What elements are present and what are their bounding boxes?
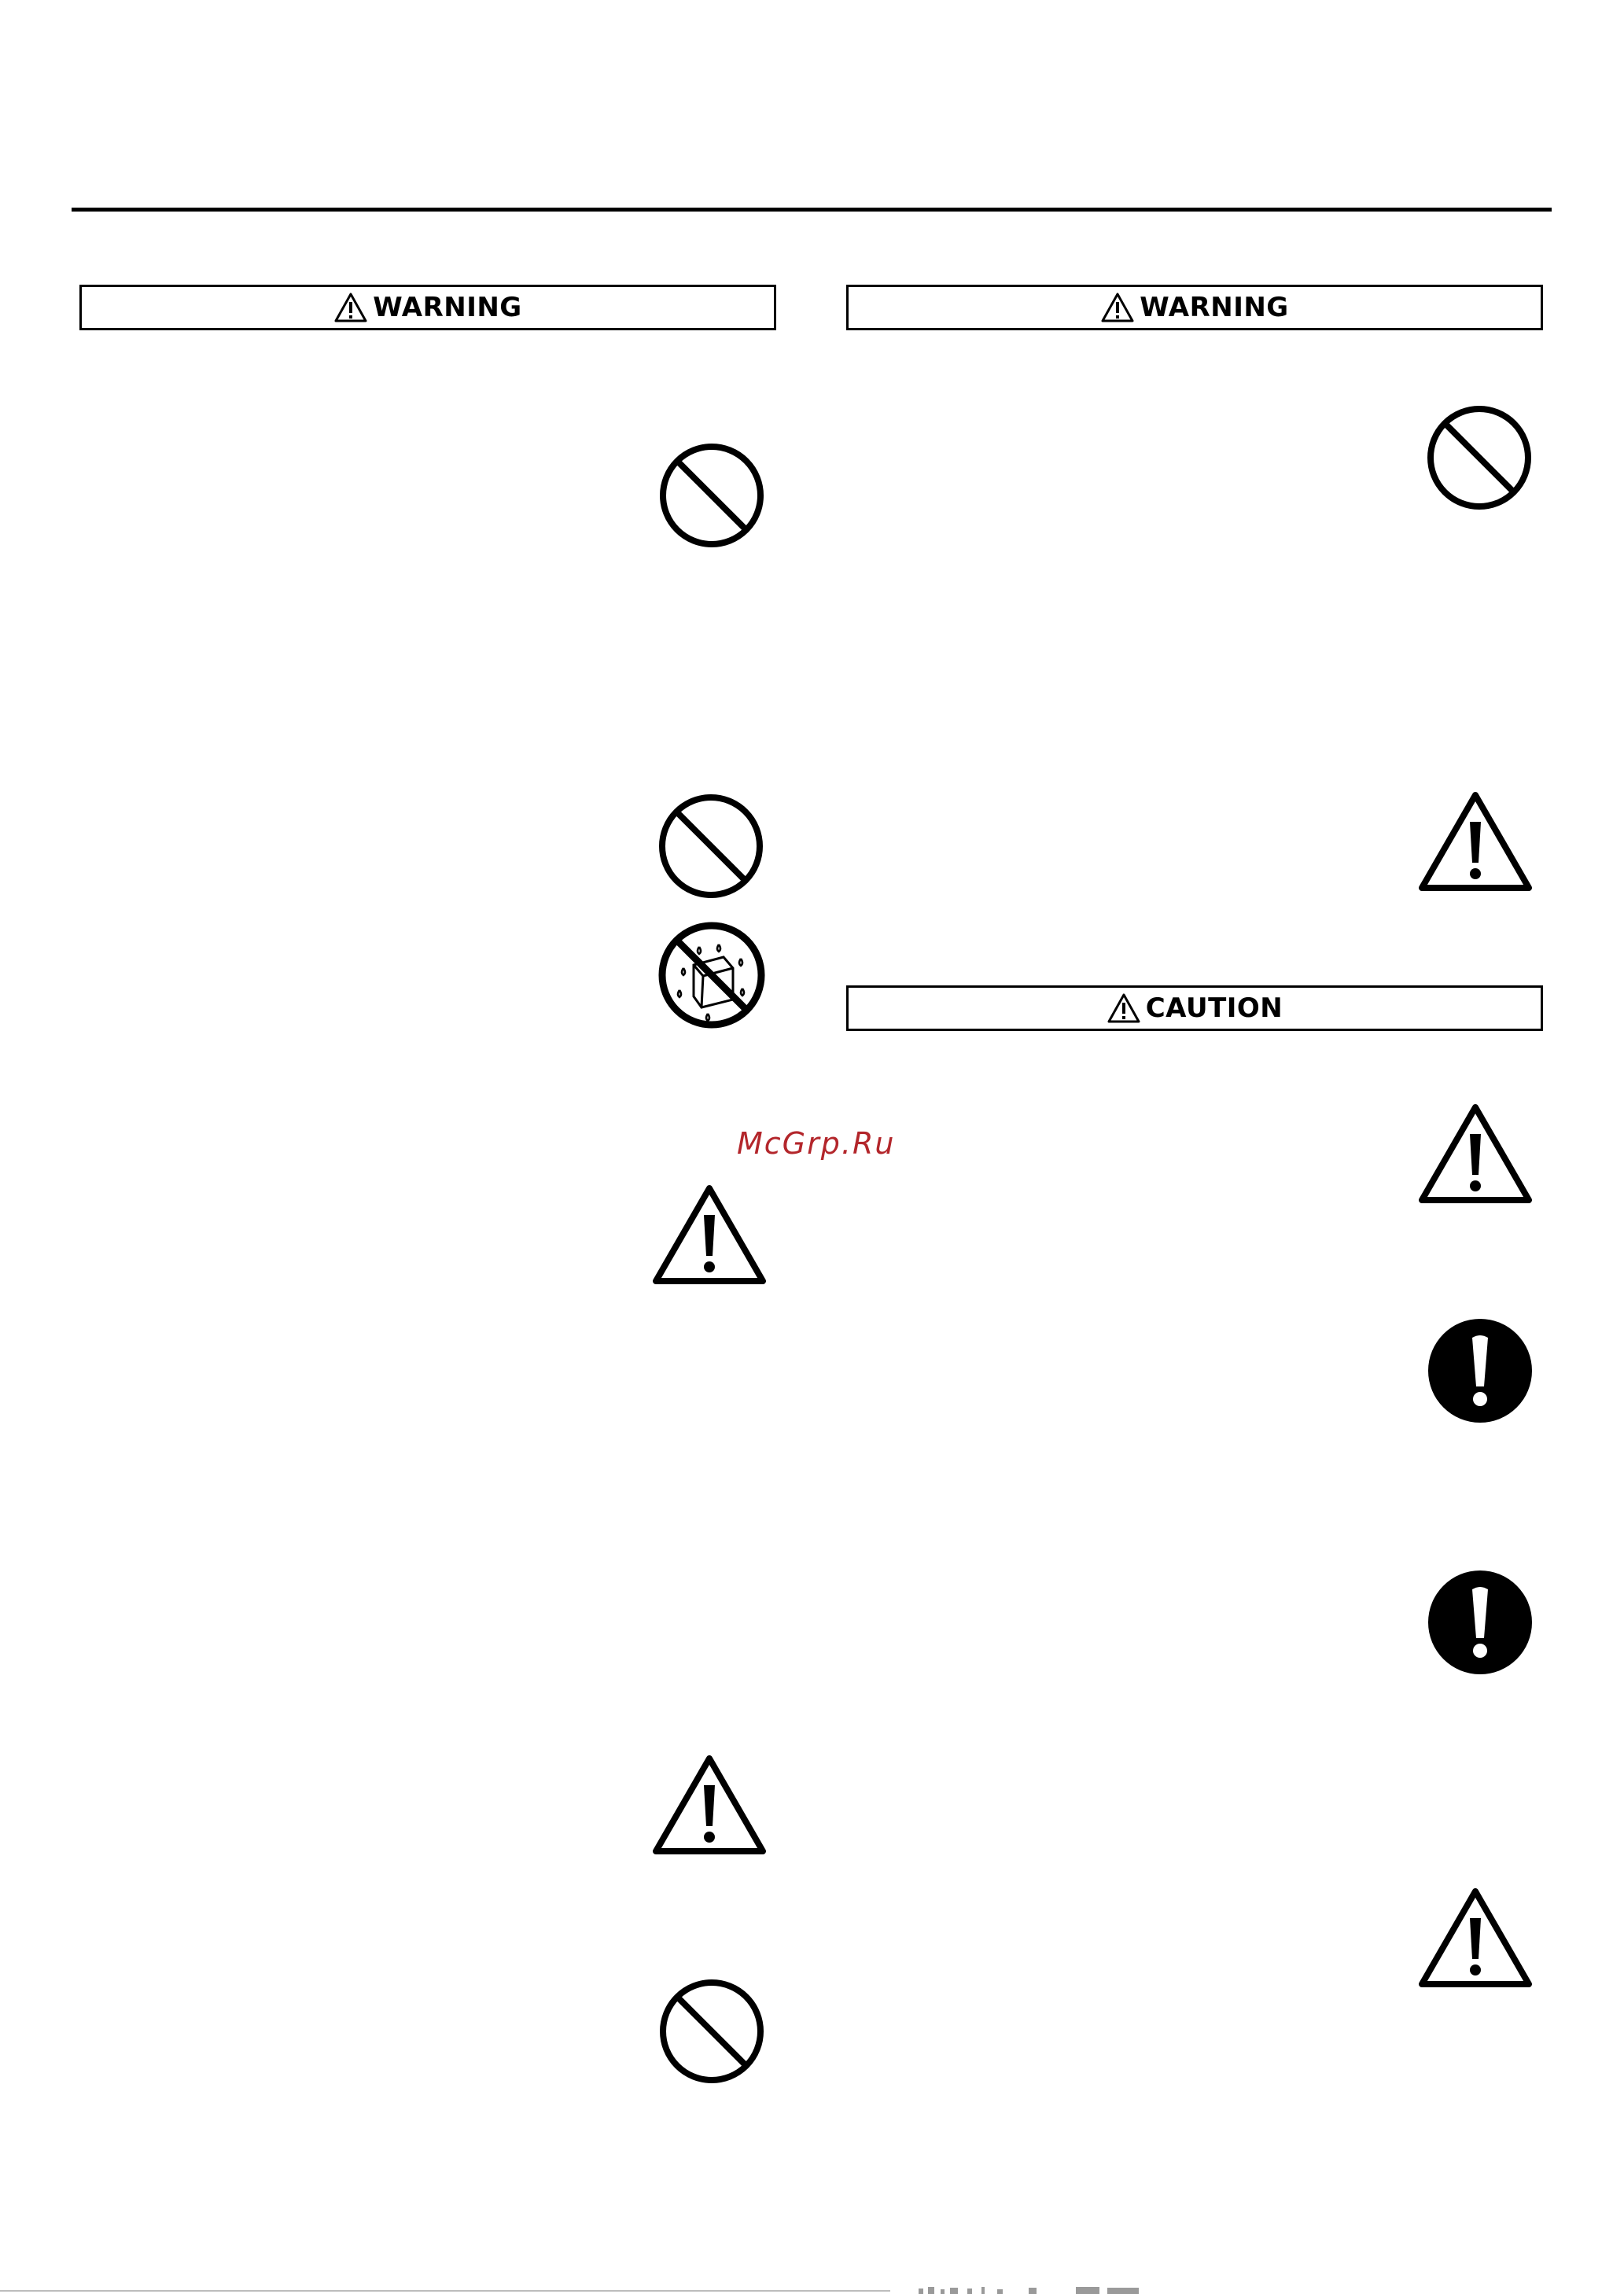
- caution-triangle-icon: [1416, 1885, 1535, 1990]
- warning-triangle-icon: [1100, 292, 1135, 323]
- warning-banner-right: [846, 285, 1543, 330]
- prohibition-circle-icon: [657, 440, 767, 550]
- watermark: McGrp.Ru: [737, 1126, 896, 1161]
- warning-banner-right-label: WARNING: [1140, 292, 1289, 323]
- top-rule: [72, 208, 1552, 212]
- prohibition-circle-icon: [657, 1976, 767, 2086]
- prohibition-circle-icon: [1424, 403, 1534, 513]
- warning-triangle-icon: [1107, 992, 1141, 1024]
- mandatory-action-icon: [1427, 1569, 1534, 1676]
- warning-banner-left-label: WARNING: [373, 292, 522, 323]
- caution-triangle-icon: [650, 1752, 769, 1858]
- prohibition-circle-icon: [656, 791, 766, 901]
- caution-banner-label: CAUTION: [1145, 992, 1283, 1024]
- bottom-rule: [0, 2290, 890, 2292]
- caution-triangle-icon: [650, 1182, 769, 1287]
- footer-marks: [919, 2285, 1162, 2294]
- no-water-exposure-icon: [656, 919, 768, 1031]
- caution-banner: [846, 985, 1543, 1031]
- caution-triangle-icon: [1416, 1101, 1535, 1206]
- warning-triangle-icon: [333, 292, 368, 323]
- caution-triangle-icon: [1416, 789, 1535, 894]
- warning-banner-left: [79, 285, 776, 330]
- mandatory-action-icon: [1427, 1317, 1534, 1424]
